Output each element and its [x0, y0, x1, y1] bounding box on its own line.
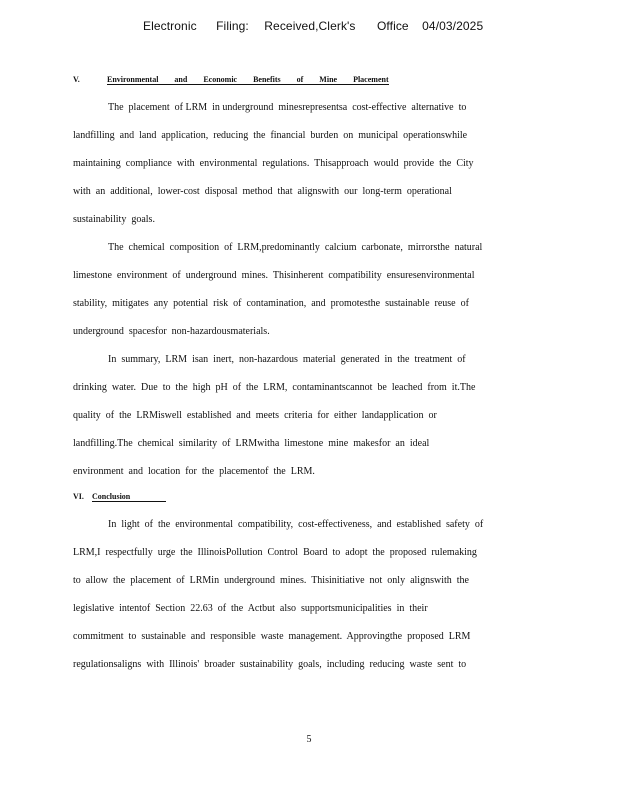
page-number: 5 [306, 734, 312, 745]
section-v-line: The chemical composition of LRM,predominantly calcium carbonate, mirrorsthe natural [108, 242, 483, 253]
header-filing: Filing: [216, 19, 249, 33]
section-vi-line: legislative intentof Section 22.63 of the Actbut also supportsmunicipalities in their [73, 603, 428, 614]
section-v-line: with an additional, lower-cost disposal method that alignswith our long-term operational [73, 186, 452, 197]
section-vi-number: VI. [73, 492, 84, 501]
section-v-line: underground spacesfor non-hazardousmaterials. [73, 326, 270, 337]
section-v-title: Environmental and Economic Benefits of Mine Placement [107, 75, 389, 84]
section-v-line: sustainability goals. [73, 214, 155, 225]
section-v-line: landfilling.The chemical similarity of LRMwitha limestone mine makesfor an ideal [73, 438, 430, 449]
section-v-number: V. [73, 75, 80, 84]
section-vi-line: commitment to sustainable and responsible waste management. Approvingthe proposed LRM [73, 631, 471, 642]
section-v-line: The placement of LRM in underground minesrepresentsa cost-effective alternative to [108, 102, 467, 113]
section-v-line: environment and location for the placementof the LRM. [73, 466, 315, 477]
section-vi-line: to allow the placement of LRMin underground mines. Thisinitiative not only alignswith the [73, 575, 469, 586]
header-date: 04/03/2025 [422, 19, 484, 33]
electronic-filing-header [143, 19, 483, 33]
section-v-line: drinking water. Due to the high pH of the LRM, contaminantscannot be leached from it.The [73, 382, 476, 393]
section-v-heading [73, 75, 413, 87]
header-electronic: Electronic [143, 19, 197, 33]
section-vi-title: Conclusion [92, 492, 166, 502]
section-vi-line: In light of the environmental compatibility, cost-effectiveness, and established safety of [108, 519, 484, 530]
section-v-line: limestone environment of underground mines. Thisinherent compatibility ensuresenvironmental [73, 270, 475, 281]
section-vi-line: regulationsaligns with Illinois' broader sustainability goals, including reducing waste sent to [73, 659, 467, 670]
section-v-line: maintaining compliance with environmental regulations. Thisapproach would provide the City [73, 158, 474, 169]
section-vi-line: LRM,I respectfully urge the IllinoisPollution Control Board to adopt the proposed rulemaking [73, 547, 477, 558]
header-office: Office [376, 19, 409, 33]
header-received-clerk: Received,Clerk's [264, 19, 356, 33]
section-v-line: quality of the LRMiswell established and meets criteria for either landapplication or [73, 410, 437, 421]
section-v-line: In summary, LRM isan inert, non-hazardous material generated in the treatment of [108, 354, 466, 365]
section-v-line: stability, mitigates any potential risk of contamination, and promotesthe sustainable reuse of [73, 298, 469, 309]
section-v-line: landfilling and land application, reducing the financial burden on municipal operationswhile [73, 130, 468, 141]
section-vi-heading [73, 492, 193, 504]
